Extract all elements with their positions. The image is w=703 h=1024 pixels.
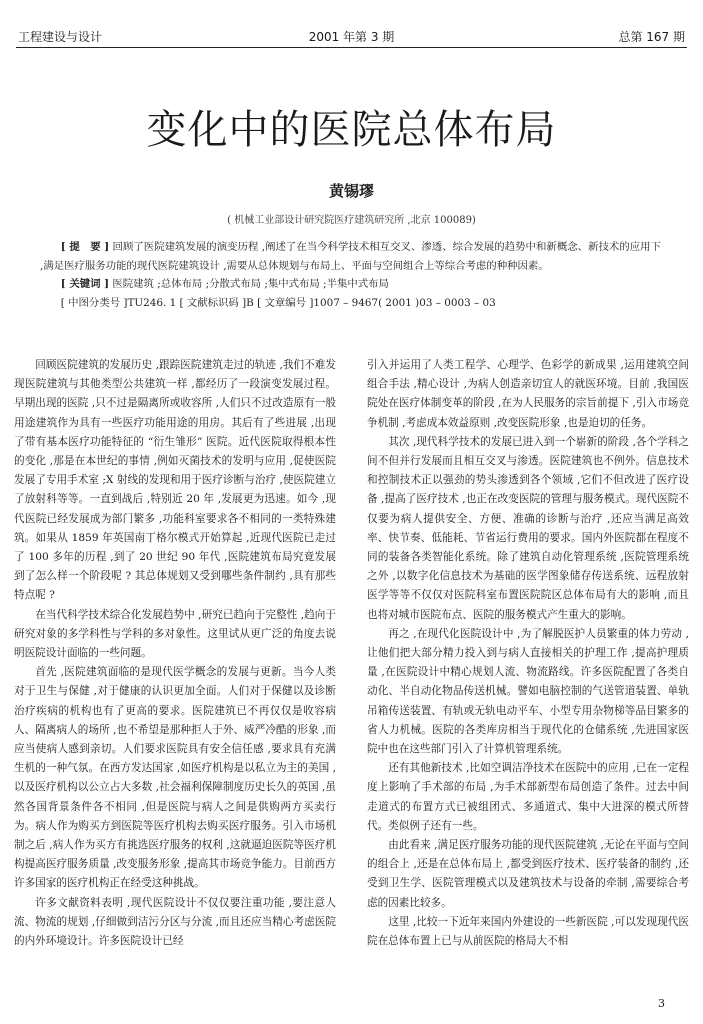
- keywords-label: [ 关键词 ]: [60, 278, 110, 290]
- classification-line: [ 中图分类号 ]TU246. 1 [ 文献标识码 ]B [ 文章编号 ]1007 – 9467( 2001 )03 – 0003 – 03: [60, 296, 496, 309]
- author-affiliation: ( 机械工业部设计研究院医疗建筑研究所 ,北京 100089): [227, 215, 476, 226]
- total-issue-label: 总第 167 期: [618, 30, 685, 44]
- article-title: 变化中的医院总体布局: [146, 107, 557, 153]
- body-column-left: [14, 356, 336, 951]
- author-name: 黄锡璆: [328, 182, 374, 200]
- header-divider: [16, 47, 687, 48]
- body-paragraph: 由此看来 ,满足医疗服务功能的现代医院建筑 ,无论在平面与空间的组合上 ,还是在总体布局上 ,都受到医疗技术、医疗装备的制约 ,还受到卫生学、医院管理模式以及建筑技术与设备的牵制 ,需要综合考虑的因素比较多。: [367, 839, 689, 909]
- abstract-summary: [40, 238, 661, 275]
- body-paragraph: 首先 ,医院建筑面临的是现代医学概念的发展与更新。当今人类对于卫生与保健 ,对于健康的认识更加全面。人们对于保健以及诊断治疗疾病的机构也有了更高的要求。医院建筑已不再仅仅是收容病人、隔离病人的场所 ,也不希望是那种拒人于外、威严冷酷的形象 ,而应当使病人感到亲切。人们要求医院具有安全信任感 ,要求具有充满生机的一种气氛。在西方发达国家 ,如医疗机构是以私立为主的美国 ,以及医疗机构以公立占大多数 ,社会福利保障制度历史长久的英国 ,虽然各国背景条件各不相同 ,但是医院与病人之间是供购两方买卖行为。病人作为购买方到医院等医疗机构去购买医疗服务。引入市场机制之后 ,病人作为买方有挑选医疗服务的权利 ,这就逼迫医院等医疗机构提高医疗服务质量 ,改变服务形象 ,提高其市场竞争能力。目前西方许多国家的医疗机构正在经受这种挑战。: [14, 666, 336, 890]
- abstract-block: [40, 238, 661, 312]
- page-number: 3: [658, 997, 665, 1010]
- journal-name: 工程建设与设计: [18, 30, 103, 44]
- issue-label: 2001 年第 3 期: [308, 30, 395, 44]
- body-paragraph-continued: 引入并运用了人类工程学、心理学、色彩学的新成果 ,运用建筑空间组合手法 ,精心设计 ,为病人创造亲切宜人的就医环境。目前 ,我国医院处在医疗体制变革的阶段 ,在为人民服务的宗旨前提下 ,引入市场竞争机制 ,考虑成本效益原则 ,改变医院形象 ,也是迫切的任务。: [367, 359, 689, 429]
- running-header: [16, 24, 687, 48]
- body-paragraph: 许多文献资料表明 ,现代医院设计不仅仅要注重功能 ,要注意人流、物流的规划 ,仔细做到洁污分区与分流 ,而且还应当精心考虑医院的内外环境设计。许多医院设计已经: [14, 896, 336, 948]
- abstract-label: [ 提 要 ]: [60, 241, 110, 253]
- body-paragraph: 其次 ,现代科学技术的发展已进入到一个崭新的阶段 ,各个学科之间不但并行发展而且相互交叉与渗透。医院建筑也不例外。信息技术和控制技术正以强劲的势头渗透到各个领域 ,它们不但改进了医疗设备 ,提高了医疗技术 ,也正在改变医院的管理与服务模式。现代医院不仅要为病人提供安全、方便、准确的诊断与治疗 ,还应当满足高效率、快节奏、低能耗、节省运行费用的要求。国内外医院都在程度不同的装备各类智能化系统。除了建筑自动化管理系统 ,医院管理系统之外 ,以数字化信息技术为基础的医学图象储存传送系统、远程放射医学等等不仅仅对医院科室布置医院院区总体布局有大的影响 ,而且也将对城市医院布点、医院的服务模式产生重大的影响。: [367, 435, 689, 621]
- abstract-text: 回顾了医院建筑发展的演变历程 ,阐述了在当今科学技术相互交叉、渗透、综合发展的趋势中和新概念、新技术的应用下 ,满足医疗服务功能的现代医院建筑设计 ,需要从总体规划与布局上、平面与空间组合上等综合考虑的种种因素。: [40, 241, 661, 272]
- body-paragraph: 回顾医院建筑的发展历史 ,跟踪医院建筑走过的轨迹 ,我们不难发现医院建筑与其他类型公共建筑一样 ,都经历了一段演变发展过程。早期出现的医院 ,只不过是隔离所或收容所 ,人们只不过改造原有一般用途建筑作为具有一些医疗功能用途的用房。其后有了些进展 ,出现了带有基本医疗功能特征的 “衍生雏形” 医院。近代医院取得根本性的变化 ,那是在本世纪的事情 ,例如灭菌技术的发明与应用 ,促使医院发展了专用手术室 ;X 射线的发现和用于医疗诊断与治疗 ,使医院建立了放射科等等。一直到战后 ,特别近 20 年 ,发展更为迅速。如今 ,现代医院已经发展成为部门繁多 ,功能科室要求各不相同的一类特殊建筑。如果从 1859 年英国南丁格尔模式开始算起 ,近现代医院已走过了 100 多年的历程 ,到了 20 世纪 90 年代 ,医院建筑布局究竟发展到了怎么样一个阶段呢 ? 其总体规划又受到哪些条件制约 ,具有那些特点呢 ?: [14, 359, 336, 602]
- keywords-line: [40, 275, 661, 294]
- body-paragraph: 这里 ,比较一下近年来国内外建设的一些新医院 ,可以发现现代医院在总体布置上已与从前医院的格局大不相: [367, 915, 689, 948]
- body-paragraph: 再之 ,在现代化医院设计中 ,为了解脱医护人员繁重的体力劳动 ,让他们把大部分精力投入到与病人直接相关的护理工作 ,提高护理质量 ,在医院设计中精心规划人流、物流路线。许多医院配置了各类自动化、半自动化物品传送机械。譬如电脑控制的气送管道装置、单轨吊箱传送装置、有轨或无轨电动平车、小型专用杂物梯等品目繁多的省人力机械。医院的各类库房相当于现代化的仓储系统 ,先进国家医院中也在这些部门引入了计算机管理系统。: [367, 627, 689, 756]
- body-paragraph: 还有其他新技术 ,比如空调洁净技术在医院中的应用 ,已在一定程度上影响了手术部的布局 ,为手术部新型布局创造了条件。过去中间走道式的布置方式已被组团式、多通道式、集中大进深的模式所替代。类似例子还有一些。: [367, 762, 689, 832]
- keywords-text: 医院建筑 ;总体布局 ;分散式布局 ;集中式布局 ;半集中式布局: [112, 278, 389, 290]
- body-column-right: [367, 356, 689, 951]
- body-paragraph: 在当代科学技术综合化发展趋势中 ,研究已趋向于完整性 ,趋向于研究对象的多学科性与学科的多对象性。这里试从更广泛的角度去说明医院设计面临的一些问题。: [14, 608, 336, 660]
